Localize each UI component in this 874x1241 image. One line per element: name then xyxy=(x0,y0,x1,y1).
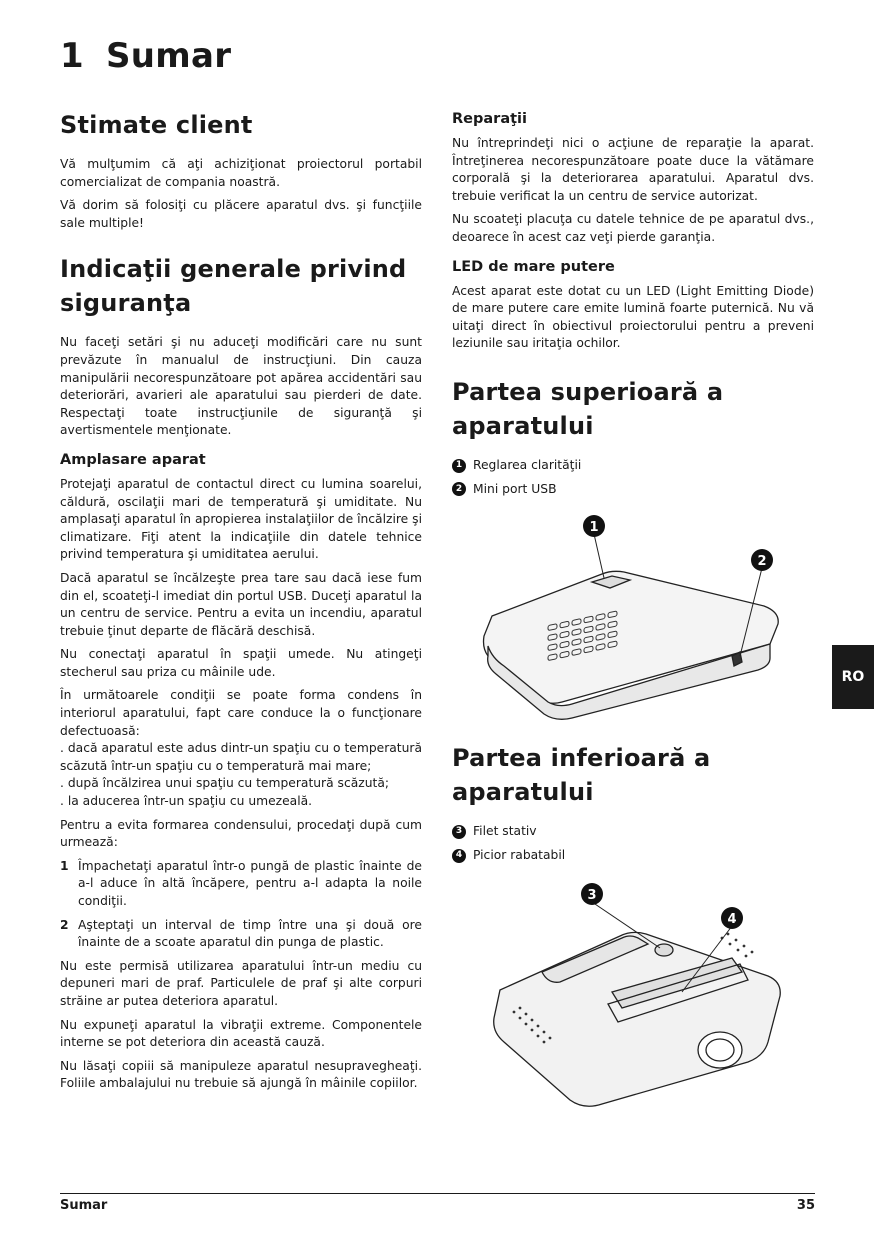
callout-4-icon xyxy=(721,907,743,929)
footer-page-number: 35 xyxy=(796,1198,815,1213)
placement-paragraph-2: Dacă aparatul se încălzeşte prea tare sau dacă iese fum din el, scoateţi-l imediat din portul USB. Duceţi aparatul la un centru de service. Pentru a evita un incendiu, aparatul trebuie ţinut departe de flăcără deschisă. xyxy=(60,570,422,638)
condition-item-1: . dacă aparatul este adus dintr-un spaţiu cu o temperatură scăzută într-un spaţiu cu o temperatură mai mare; xyxy=(60,741,422,773)
bottom-legend xyxy=(452,823,814,864)
footer-section: Sumar xyxy=(60,1198,108,1213)
callout-badge: 4 xyxy=(452,849,466,863)
right-column xyxy=(452,108,814,1112)
callout-badge: 3 xyxy=(452,825,466,839)
led-paragraph: Acest aparat este dotat cu un LED (Light Emitting Diode) de mare putere care emite lumină foarte puternică. Nu vă uitaţi direct în obiectivul proiectorului pentru a preveni leziunile sau iritaţia ochilor. xyxy=(452,283,814,351)
placement-title: Amplasare aparat xyxy=(60,451,206,468)
chapter-heading xyxy=(60,36,231,76)
callout-badge: 1 xyxy=(452,459,466,473)
led-title: LED de mare putere xyxy=(452,258,615,275)
callout-1-label: 1 xyxy=(589,520,599,536)
bottom-side-title: Partea inferioară a aparatului xyxy=(452,744,711,807)
language-tab: RO xyxy=(832,645,874,709)
step-item xyxy=(60,858,422,911)
steps-list xyxy=(60,858,422,952)
callout-3-label: 3 xyxy=(587,888,597,904)
projector-bottom-illustration xyxy=(452,872,814,1112)
callout-1-icon xyxy=(583,515,605,537)
welcome-paragraph-1: Vă mulţumim că aţi achiziţionat proiectorul portabil comercializat de compania noastră. xyxy=(60,157,422,189)
top-side-title: Partea superioară a aparatului xyxy=(452,377,724,440)
step-item xyxy=(60,917,422,952)
condition-item-3: . la aducerea într-un spaţiu cu umezeală. xyxy=(60,794,313,809)
placement-paragraph-6: Nu este permisă utilizarea aparatului într-un mediu cu depuneri mari de praf. Particulele de praf şi alte corpuri străine ar putea deteriora aparatul. xyxy=(60,958,422,1008)
callout-3-icon xyxy=(581,883,603,905)
placement-paragraph-4: În următoarele condiţii se poate forma condens în interiorul aparatului, fapt care conduce la o funcţionare defectuoasă: xyxy=(60,688,422,738)
callout-2-label: 2 xyxy=(757,554,767,570)
repairs-paragraph-2: Nu scoateţi placuţa cu datele tehnice de pe aparatul dvs., deoarece în acest caz veţi pierde garanţia. xyxy=(452,212,814,244)
legend-label: Reglarea clarităţii xyxy=(473,457,582,472)
placement-paragraph-7: Nu expuneţi aparatul la vibraţii extreme. Componentele interne se pot deteriora din această cauză. xyxy=(60,1017,422,1050)
step-text: Aşteptaţi un interval de timp între una şi două ore înainte de a scoate aparatul din punga de plastic. xyxy=(78,917,422,950)
safety-title: Indicaţii generale privind siguranţa xyxy=(60,255,407,318)
legend-label: Mini port USB xyxy=(473,481,557,496)
repairs-paragraph-1: Nu întreprindeţi nici o acţiune de reparaţie la aparat. Întreţinerea necorespunzătoare poate duce la vătămare corporală şi la deteriorarea aparatului. Aparatul dvs. trebuie verificat la un centru de service autorizat. xyxy=(452,136,814,203)
projector-bottom-body xyxy=(494,933,781,1107)
repairs-title: Reparaţii xyxy=(452,111,527,127)
legend-item xyxy=(452,847,814,865)
chapter-number: 1 xyxy=(60,36,84,76)
projector-top-illustration xyxy=(452,506,814,721)
legend-item xyxy=(452,481,814,499)
legend-item xyxy=(452,823,814,841)
step-text: Împachetaţi aparatul într-o pungă de plastic înainte de a-l aduce în altă încăpere, pentru a-l adapta la noile condiţii. xyxy=(78,858,422,908)
condition-item-2: . după încălzirea unui spaţiu cu temperatură scăzută; xyxy=(60,776,390,791)
legend-label: Filet stativ xyxy=(473,824,537,839)
legend-item xyxy=(452,457,814,475)
chapter-title: Sumar xyxy=(106,36,232,76)
legend-label: Picior rabatabil xyxy=(473,847,566,862)
top-legend xyxy=(452,457,814,498)
placement-paragraph-1: Protejaţi aparatul de contactul direct cu lumina soarelui, căldură, oscilaţii mari de temperatură şi umiditate. Nu amplasaţi aparatul în apropierea instalaţiilor de încălzire şi climatizare. Fiţi atent la indicaţiile din datele tehnice privind temperatura şi umiditatea aerului. xyxy=(60,476,422,562)
placement-paragraph-5: Pentru a evita formarea condensului, procedaţi după cum urmează: xyxy=(60,817,422,850)
left-column xyxy=(60,108,422,1099)
step-number: 1 xyxy=(60,858,69,873)
callout-badge: 2 xyxy=(452,482,466,496)
placement-paragraph-3: Nu conectaţi aparatul în spaţii umede. Nu atingeţi stecherul sau priza cu mâinile ude. xyxy=(60,647,422,679)
welcome-title: Stimate client xyxy=(60,111,253,139)
welcome-paragraph-2: Vă dorim să folosiţi cu plăcere aparatul dvs. şi funcţiile sale multiple! xyxy=(60,198,422,230)
footer-divider xyxy=(60,1193,815,1194)
safety-paragraph: Nu faceţi setări şi nu aduceţi modificări care nu sunt prevăzute în manualul de instrucţiuni. Din cauza manipulării necorespunzătoare pot apărea accidentări sau deteriorări, avarieri ale aparatului sau pierderi de date. Respectaţi toate instrucţiunile de siguranţă şi avertismentele menţionate. xyxy=(60,335,422,438)
step-number: 2 xyxy=(60,917,69,932)
projector-top-body xyxy=(484,571,779,719)
callout-4-label: 4 xyxy=(727,912,737,928)
placement-paragraph-8: Nu lăsaţi copiii să manipuleze aparatul nesupravegheaţi. Foliile ambalajului nu trebuie să ajungă în mâinile copiilor. xyxy=(60,1058,422,1091)
callout-2-icon xyxy=(751,549,773,571)
